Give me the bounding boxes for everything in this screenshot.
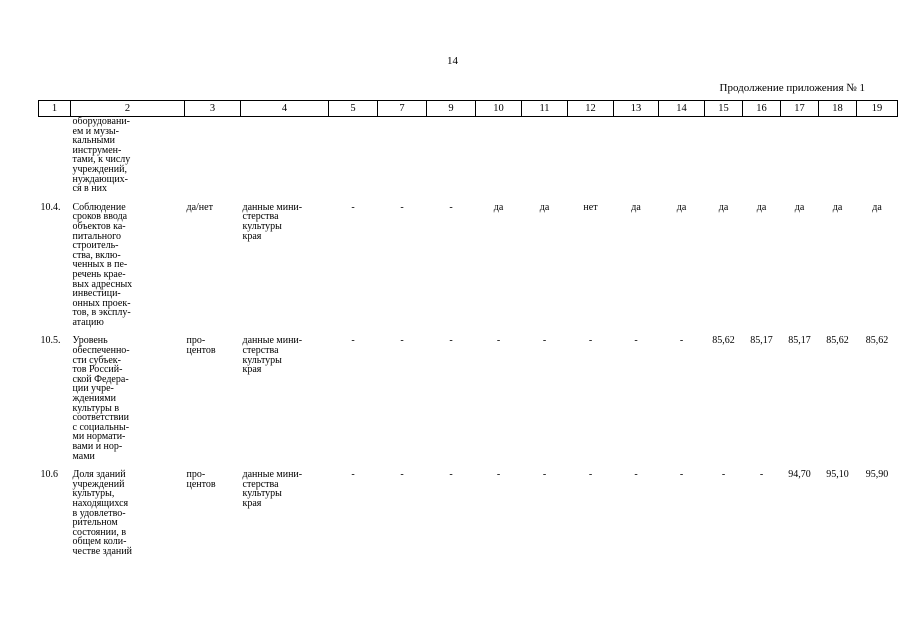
value-cell: нет bbox=[583, 201, 598, 213]
row-number: 10.5. bbox=[40, 335, 61, 347]
value-cell: - bbox=[496, 469, 501, 481]
value-cell: - bbox=[449, 335, 453, 347]
header-cell: 5 bbox=[329, 101, 378, 117]
value-cell: да bbox=[539, 201, 550, 213]
table-row bbox=[39, 203, 898, 328]
value-cell bbox=[819, 117, 857, 194]
value-cell: - bbox=[400, 201, 404, 213]
header-row bbox=[39, 101, 898, 117]
page-number: 14 bbox=[447, 55, 458, 67]
value-cell bbox=[781, 117, 819, 194]
value-cell: - bbox=[351, 469, 355, 481]
value-cell: - bbox=[679, 335, 684, 347]
header-cell: 11 bbox=[522, 101, 568, 117]
value-cell: - bbox=[634, 335, 638, 347]
value-cell bbox=[427, 117, 476, 194]
value-cell: 94,70 bbox=[788, 469, 811, 481]
value-cell bbox=[378, 117, 427, 194]
value-cell: - bbox=[351, 335, 355, 347]
header-cell: 4 bbox=[241, 101, 329, 117]
value-cell bbox=[522, 117, 568, 194]
value-cell bbox=[705, 117, 743, 194]
value-cell: да bbox=[631, 201, 641, 213]
value-cell: 85,62 bbox=[826, 335, 849, 347]
value-cell bbox=[857, 117, 898, 194]
value-cell: да bbox=[718, 201, 729, 213]
data-source: данные мини- стерства культуры края bbox=[242, 469, 303, 509]
header-cell: 18 bbox=[819, 101, 857, 117]
value-cell: - bbox=[588, 335, 593, 347]
value-cell bbox=[743, 117, 781, 194]
value-cell: - bbox=[449, 469, 453, 481]
value-cell: - bbox=[634, 469, 638, 481]
indicator-name: Соблюдение сроков ввода объектов ка- питального строитель- ства, вклю- ченных в пе- речень крае- вых адресных инвестици- онных проек- тов, в эксплу- атацию bbox=[72, 201, 133, 328]
value-cell: да bbox=[493, 201, 504, 213]
row-spacer bbox=[39, 194, 898, 203]
value-cell: 95,10 bbox=[826, 469, 849, 481]
header-cell: 14 bbox=[659, 101, 705, 117]
header-cell: 1 bbox=[39, 101, 71, 117]
indicators-table bbox=[38, 100, 898, 557]
value-cell: 85,17 bbox=[750, 335, 773, 347]
unit-of-measure: про- центов bbox=[186, 469, 216, 490]
value-cell bbox=[476, 117, 522, 194]
table-row bbox=[39, 336, 898, 461]
unit-of-measure: да/нет bbox=[186, 201, 213, 213]
table-row bbox=[39, 470, 898, 556]
value-cell: - bbox=[679, 469, 684, 481]
value-cell: да bbox=[872, 201, 882, 213]
row-number bbox=[39, 117, 71, 194]
data-source: данные мини- стерства культуры края bbox=[242, 335, 303, 376]
value-cell: - bbox=[542, 469, 547, 481]
row-number: 10.6 bbox=[40, 469, 58, 481]
value-cell: да bbox=[832, 201, 843, 213]
indicator-name: Доля зданий учреждений культуры, находящихся в удовлетво- рительном состоянии, в общем коли- честве зданий bbox=[72, 469, 132, 557]
value-cell: да bbox=[676, 201, 687, 213]
value-cell: - bbox=[542, 335, 547, 347]
value-cell bbox=[568, 117, 614, 194]
value-cell: да bbox=[756, 201, 767, 213]
table-row bbox=[39, 117, 898, 194]
header-cell: 16 bbox=[743, 101, 781, 117]
data-source bbox=[241, 117, 329, 194]
row-number: 10.4. bbox=[40, 201, 61, 213]
value-cell: - bbox=[721, 469, 726, 481]
value-cell: 95,90 bbox=[865, 469, 889, 481]
value-cell: 85,62 bbox=[712, 335, 735, 347]
header-cell: 7 bbox=[378, 101, 427, 117]
value-cell: - bbox=[449, 201, 453, 213]
unit-of-measure: про- центов bbox=[186, 335, 216, 357]
value-cell: - bbox=[400, 469, 404, 481]
unit-of-measure bbox=[185, 117, 241, 194]
header-cell: 3 bbox=[185, 101, 241, 117]
row-spacer bbox=[39, 461, 898, 470]
header-cell: 15 bbox=[705, 101, 743, 117]
value-cell bbox=[614, 117, 659, 194]
value-cell bbox=[659, 117, 705, 194]
value-cell: да bbox=[794, 201, 805, 213]
header-cell: 9 bbox=[427, 101, 476, 117]
value-cell: - bbox=[759, 469, 764, 481]
indicator-name: оборудовани- ем и музы- кальными инструмен- тами, к числу учреждений, нуждающих- ся в них bbox=[72, 116, 131, 195]
header-cell: 10 bbox=[476, 101, 522, 117]
value-cell: - bbox=[496, 335, 501, 347]
value-cell: 85,17 bbox=[788, 335, 811, 347]
continuation-label: Продолжение приложения № 1 bbox=[719, 82, 865, 94]
indicator-name: Уровень обеспеченно- сти субъек- тов Россий- ской Федера- ции учре- ждениями культуры в соответствии с социальны- ми нормати- вами и нор- мами bbox=[72, 335, 130, 462]
header-cell: 13 bbox=[614, 101, 659, 117]
value-cell: 85,62 bbox=[865, 335, 889, 347]
value-cell: - bbox=[400, 335, 404, 347]
data-source: данные мини- стерства культуры края bbox=[242, 201, 303, 242]
header-cell: 17 bbox=[781, 101, 819, 117]
value-cell bbox=[329, 117, 378, 194]
header-cell: 12 bbox=[568, 101, 614, 117]
value-cell: - bbox=[588, 469, 593, 481]
header-cell: 19 bbox=[857, 101, 898, 117]
header-cell: 2 bbox=[71, 101, 185, 117]
value-cell: - bbox=[351, 201, 355, 213]
